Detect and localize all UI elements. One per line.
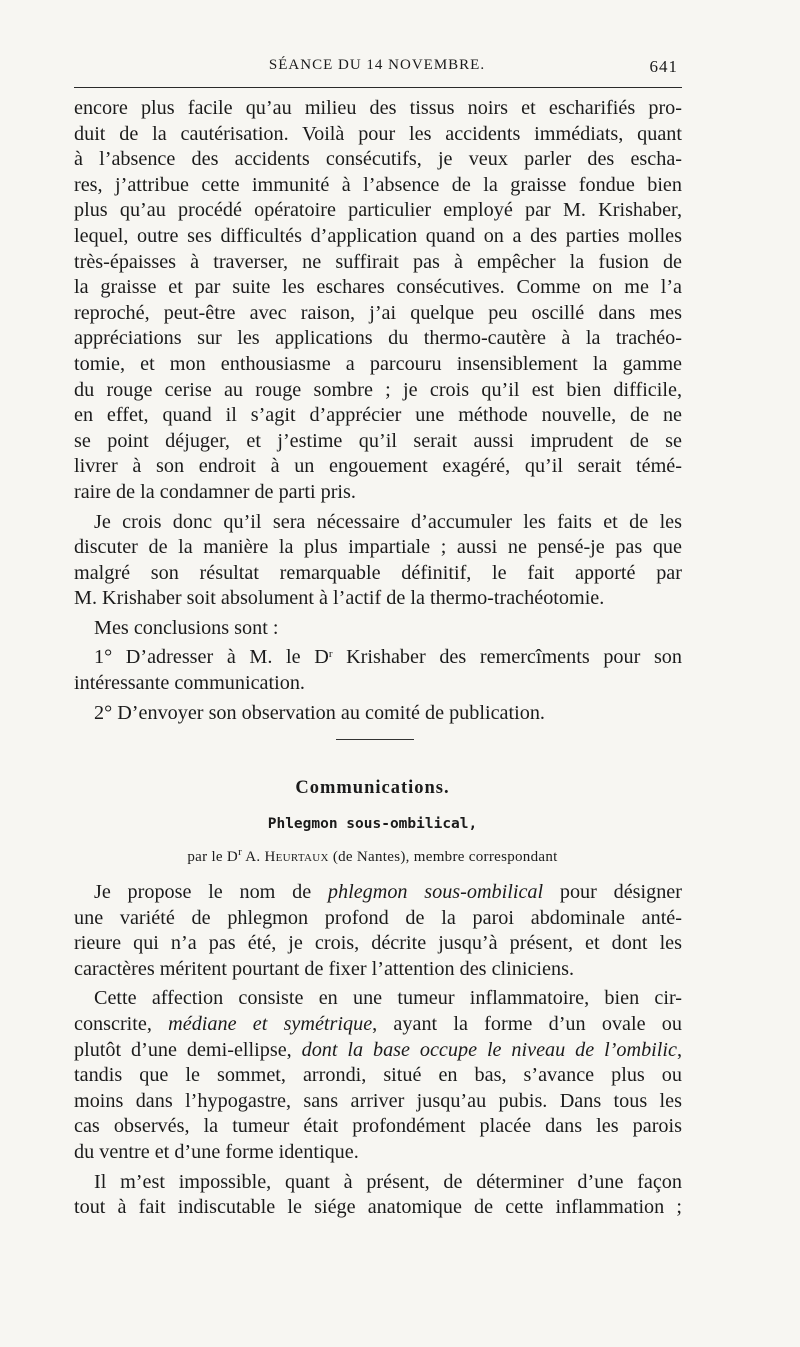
text-line: appréciations sur les applications du thermo-cautère à la trachéo- (74, 327, 682, 350)
paragraph-2 (74, 510, 682, 612)
paragraph-1 (74, 96, 682, 506)
text-line: plus qu’au procédé opératoire particulier employé par M. Krishaber, (74, 199, 682, 222)
running-title: SÉANCE DU 14 NOVEMBRE. (268, 57, 486, 73)
text-line: intéressante communication. (74, 672, 305, 695)
italic-run: médiane et symétrique (168, 1012, 373, 1035)
text-line: duit de la cautérisation. Voilà pour les accidents immédiats, quant (74, 122, 682, 145)
header-rule (74, 87, 682, 88)
conclusion-2 (74, 701, 682, 727)
text-line: Il m’est impossible, quant à présent, de déterminer d’une façon (94, 1170, 682, 1193)
text-line: à l’absence des accidents consécutifs, je veux parler des escha- (74, 148, 682, 171)
text-run: pour désigner (543, 881, 682, 903)
text-line (74, 1038, 682, 1064)
section-heading: Communications. (295, 778, 450, 798)
italic-run: dont la base occupe le niveau de l’ombilic (301, 1038, 677, 1061)
conclusions-intro (74, 616, 682, 642)
text-run: par le D (187, 849, 239, 865)
text-run: , ayant la forme d’un ovale ou (372, 1012, 682, 1035)
conclusion-1 (74, 645, 682, 696)
article-title: Phlegmon sous-ombilical, (267, 816, 478, 832)
byline (0, 846, 745, 866)
comm-paragraph-1-cont (74, 906, 682, 983)
text-line: moins dans l’hypogastre, sans arriver jusqu’au pubis. Dans tous les (74, 1089, 682, 1112)
comm-paragraph-3 (74, 1170, 682, 1221)
text-run: (de Nantes), membre correspondant (328, 849, 558, 865)
text-line: malgré son résultat remarquable définitif, le fait apporté par (74, 561, 682, 584)
text-line: encore plus facile qu’au milieu des tissus noirs et escharifiés pro- (74, 97, 682, 119)
text-run: Je propose le nom de (94, 881, 328, 903)
italic-run: phlegmon sous-ombilical (327, 881, 544, 903)
text-line: tomie, et mon enthousiasme a parcouru insensiblement la gamme (74, 352, 682, 375)
text-line: se point déjuger, et j’estime qu’il serait aussi imprudent de se (74, 429, 682, 452)
text-line: Je crois donc qu’il sera nécessaire d’accumuler les faits et de les (94, 510, 682, 533)
report-text (74, 96, 682, 726)
comm-paragraph-2 (74, 986, 682, 1165)
text-line: cas observés, la tumeur était profondément placée dans les parois (74, 1115, 682, 1138)
text-line: une variété de phlegmon profond de la paroi abdominale anté- (74, 906, 682, 929)
text-line: livrer à son endroit à un engouement exagéré, qu’il serait témé- (74, 455, 682, 478)
text-line: tandis que le sommet, arrondi, situé en bas, s’avance plus ou (74, 1064, 682, 1087)
text-run: plutôt d’une demi-ellipse, (74, 1038, 302, 1061)
superscript: r (328, 648, 333, 661)
text-line: 2° D’envoyer son observation au comité de publication. (94, 701, 545, 724)
text-line: caractères méritent pourtant de fixer l’attention des cliniciens. (74, 957, 574, 980)
text-line: tout à fait indiscutable le siége anatomique de cette inflammation ; (74, 1196, 682, 1219)
text-line (74, 645, 682, 671)
text-line: rieure qui n’a pas été, je crois, décrite jusqu’à présent, et dont les (74, 932, 682, 955)
page-number: 641 (649, 57, 678, 76)
comm-paragraph-1 (74, 880, 682, 906)
section-divider (336, 739, 414, 740)
text-run: , (676, 1038, 682, 1061)
text-line: du rouge cerise au rouge sombre ; je crois qu’il est bien difficile, (74, 378, 682, 401)
author-name: Heurtaux (264, 849, 329, 865)
text-line: la graisse et par suite les eschares consécutives. Comme on me l’a (74, 276, 682, 299)
communication-text (74, 880, 682, 1221)
text-line: res, j’attribue cette immunité à l’absence de la graisse fondue bien (74, 173, 682, 196)
text-line: en effet, quand il s’agit d’apprécier une méthode nouvelle, de ne (74, 404, 682, 427)
text-line: raire de la condamner de parti pris. (74, 480, 356, 503)
text-line: Mes conclusions sont : (94, 616, 279, 639)
text-line: du ventre et d’une forme identique. (74, 1140, 359, 1163)
text-run: A. (242, 849, 265, 865)
text-run: conscrite, (74, 1012, 169, 1035)
superscript: r (238, 846, 243, 858)
text-line: Cette affection consiste en une tumeur inflammatoire, bien cir- (94, 987, 682, 1010)
text-run: 1° D’adresser à M. le D (94, 646, 329, 669)
text-line: reproché, peut-être avec raison, j’ai quelque peu oscillé dans mes (74, 301, 682, 324)
text-line: M. Krishaber soit absolument à l’actif de la thermo-trachéotomie. (74, 587, 605, 610)
text-line: lequel, outre ses difficultés d’application quand on a des parties molles (74, 224, 682, 247)
text-line (74, 1012, 682, 1038)
text-line (74, 880, 682, 906)
text-line: discuter de la manière la plus impartiale ; aussi ne pensé-je pas que (74, 536, 682, 559)
text-run: Krishaber des remercîments pour son (332, 646, 682, 669)
text-line: très-épaisses à traverser, ne suffirait pas à empêcher la fusion de (74, 250, 682, 273)
